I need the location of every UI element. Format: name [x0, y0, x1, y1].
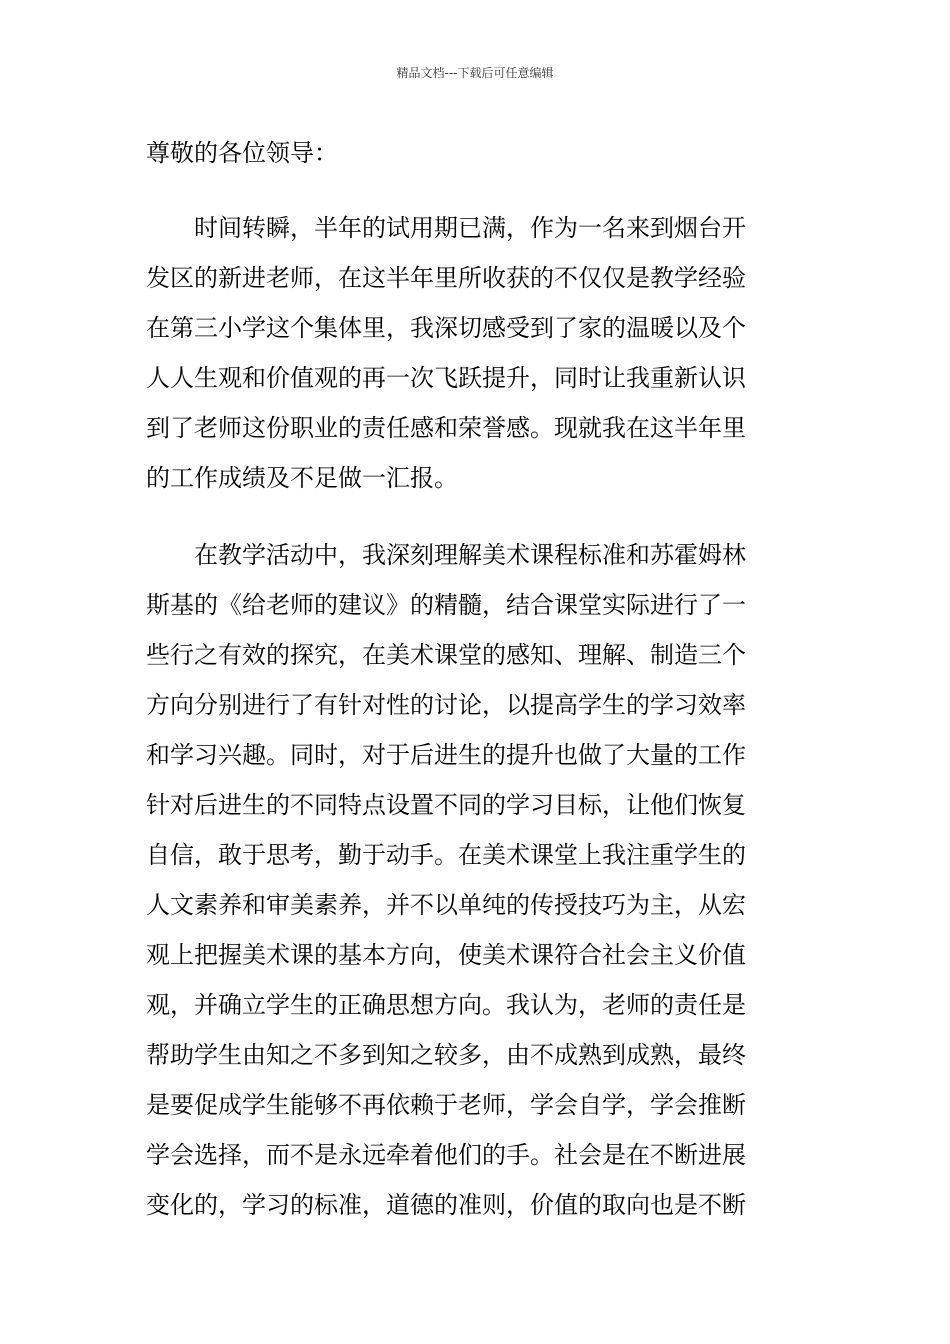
paragraph-line: 方向分别进行了有针对性的讨论，以提高学生的学习效率 — [146, 691, 746, 719]
paragraph-line: 学会选择，而不是永远牵着他们的手。社会是在不断进展 — [146, 1141, 746, 1169]
paragraph-line: 变化的，学习的标准，道德的准则，价值的取向也是不断 — [146, 1191, 746, 1219]
paragraph-line: 观，并确立学生的正确思想方向。我认为，老师的责任是 — [146, 991, 746, 1019]
paragraph-line: 斯基的《给老师的建议》的精髓，结合课堂实际进行了一 — [146, 591, 746, 619]
paragraph-line: 些行之有效的探究，在美术课堂的感知、理解、制造三个 — [146, 641, 746, 669]
paragraph-line: 在第三小学这个集体里，我深切感受到了家的温暖以及个 — [146, 314, 746, 342]
paragraph-line: 和学习兴趣。同时，对于后进生的提升也做了大量的工作 — [146, 741, 746, 769]
paragraph-line: 针对后进生的不同特点设置不同的学习目标，让他们恢复 — [146, 791, 746, 819]
paragraph-line: 到了老师这份职业的责任感和荣誉感。现就我在这半年里 — [146, 414, 746, 442]
document-body — [146, 128, 806, 1257]
paragraph-2 — [146, 530, 806, 1230]
paragraph-line: 人人生观和价值观的再一次飞跃提升，同时让我重新认识 — [146, 364, 746, 392]
paragraph-line: 发区的新进老师，在这半年里所收获的不仅仅是教学经验 — [146, 264, 746, 292]
paragraph-line: 自信，敢于思考，勤于动手。在美术课堂上我注重学生的 — [146, 841, 746, 869]
paragraph-line: 时间转瞬，半年的试用期已满，作为一名来到烟台开 — [194, 214, 746, 242]
paragraph-line: 在教学活动中，我深刻理解美术课程标准和苏霍姆林 — [194, 541, 746, 569]
page-header-watermark: 精品文档---下载后可任意编辑 — [396, 66, 554, 80]
salutation: 尊敬的各位领导： — [146, 139, 338, 167]
paragraph-line: 帮助学生由知之不多到知之较多，由不成熟到成熟，最终 — [146, 1041, 746, 1069]
paragraph-1 — [146, 203, 806, 503]
paragraph-line: 人文素养和审美素养，并不以单纯的传授技巧为主，从宏 — [146, 891, 746, 919]
paragraph-line: 的工作成绩及不足做一汇报。 — [146, 464, 458, 492]
paragraph-line: 是要促成学生能够不再依赖于老师，学会自学，学会推断 — [146, 1091, 746, 1119]
paragraph-line: 观上把握美术课的基本方向，使美术课符合社会主义价值 — [146, 941, 746, 969]
